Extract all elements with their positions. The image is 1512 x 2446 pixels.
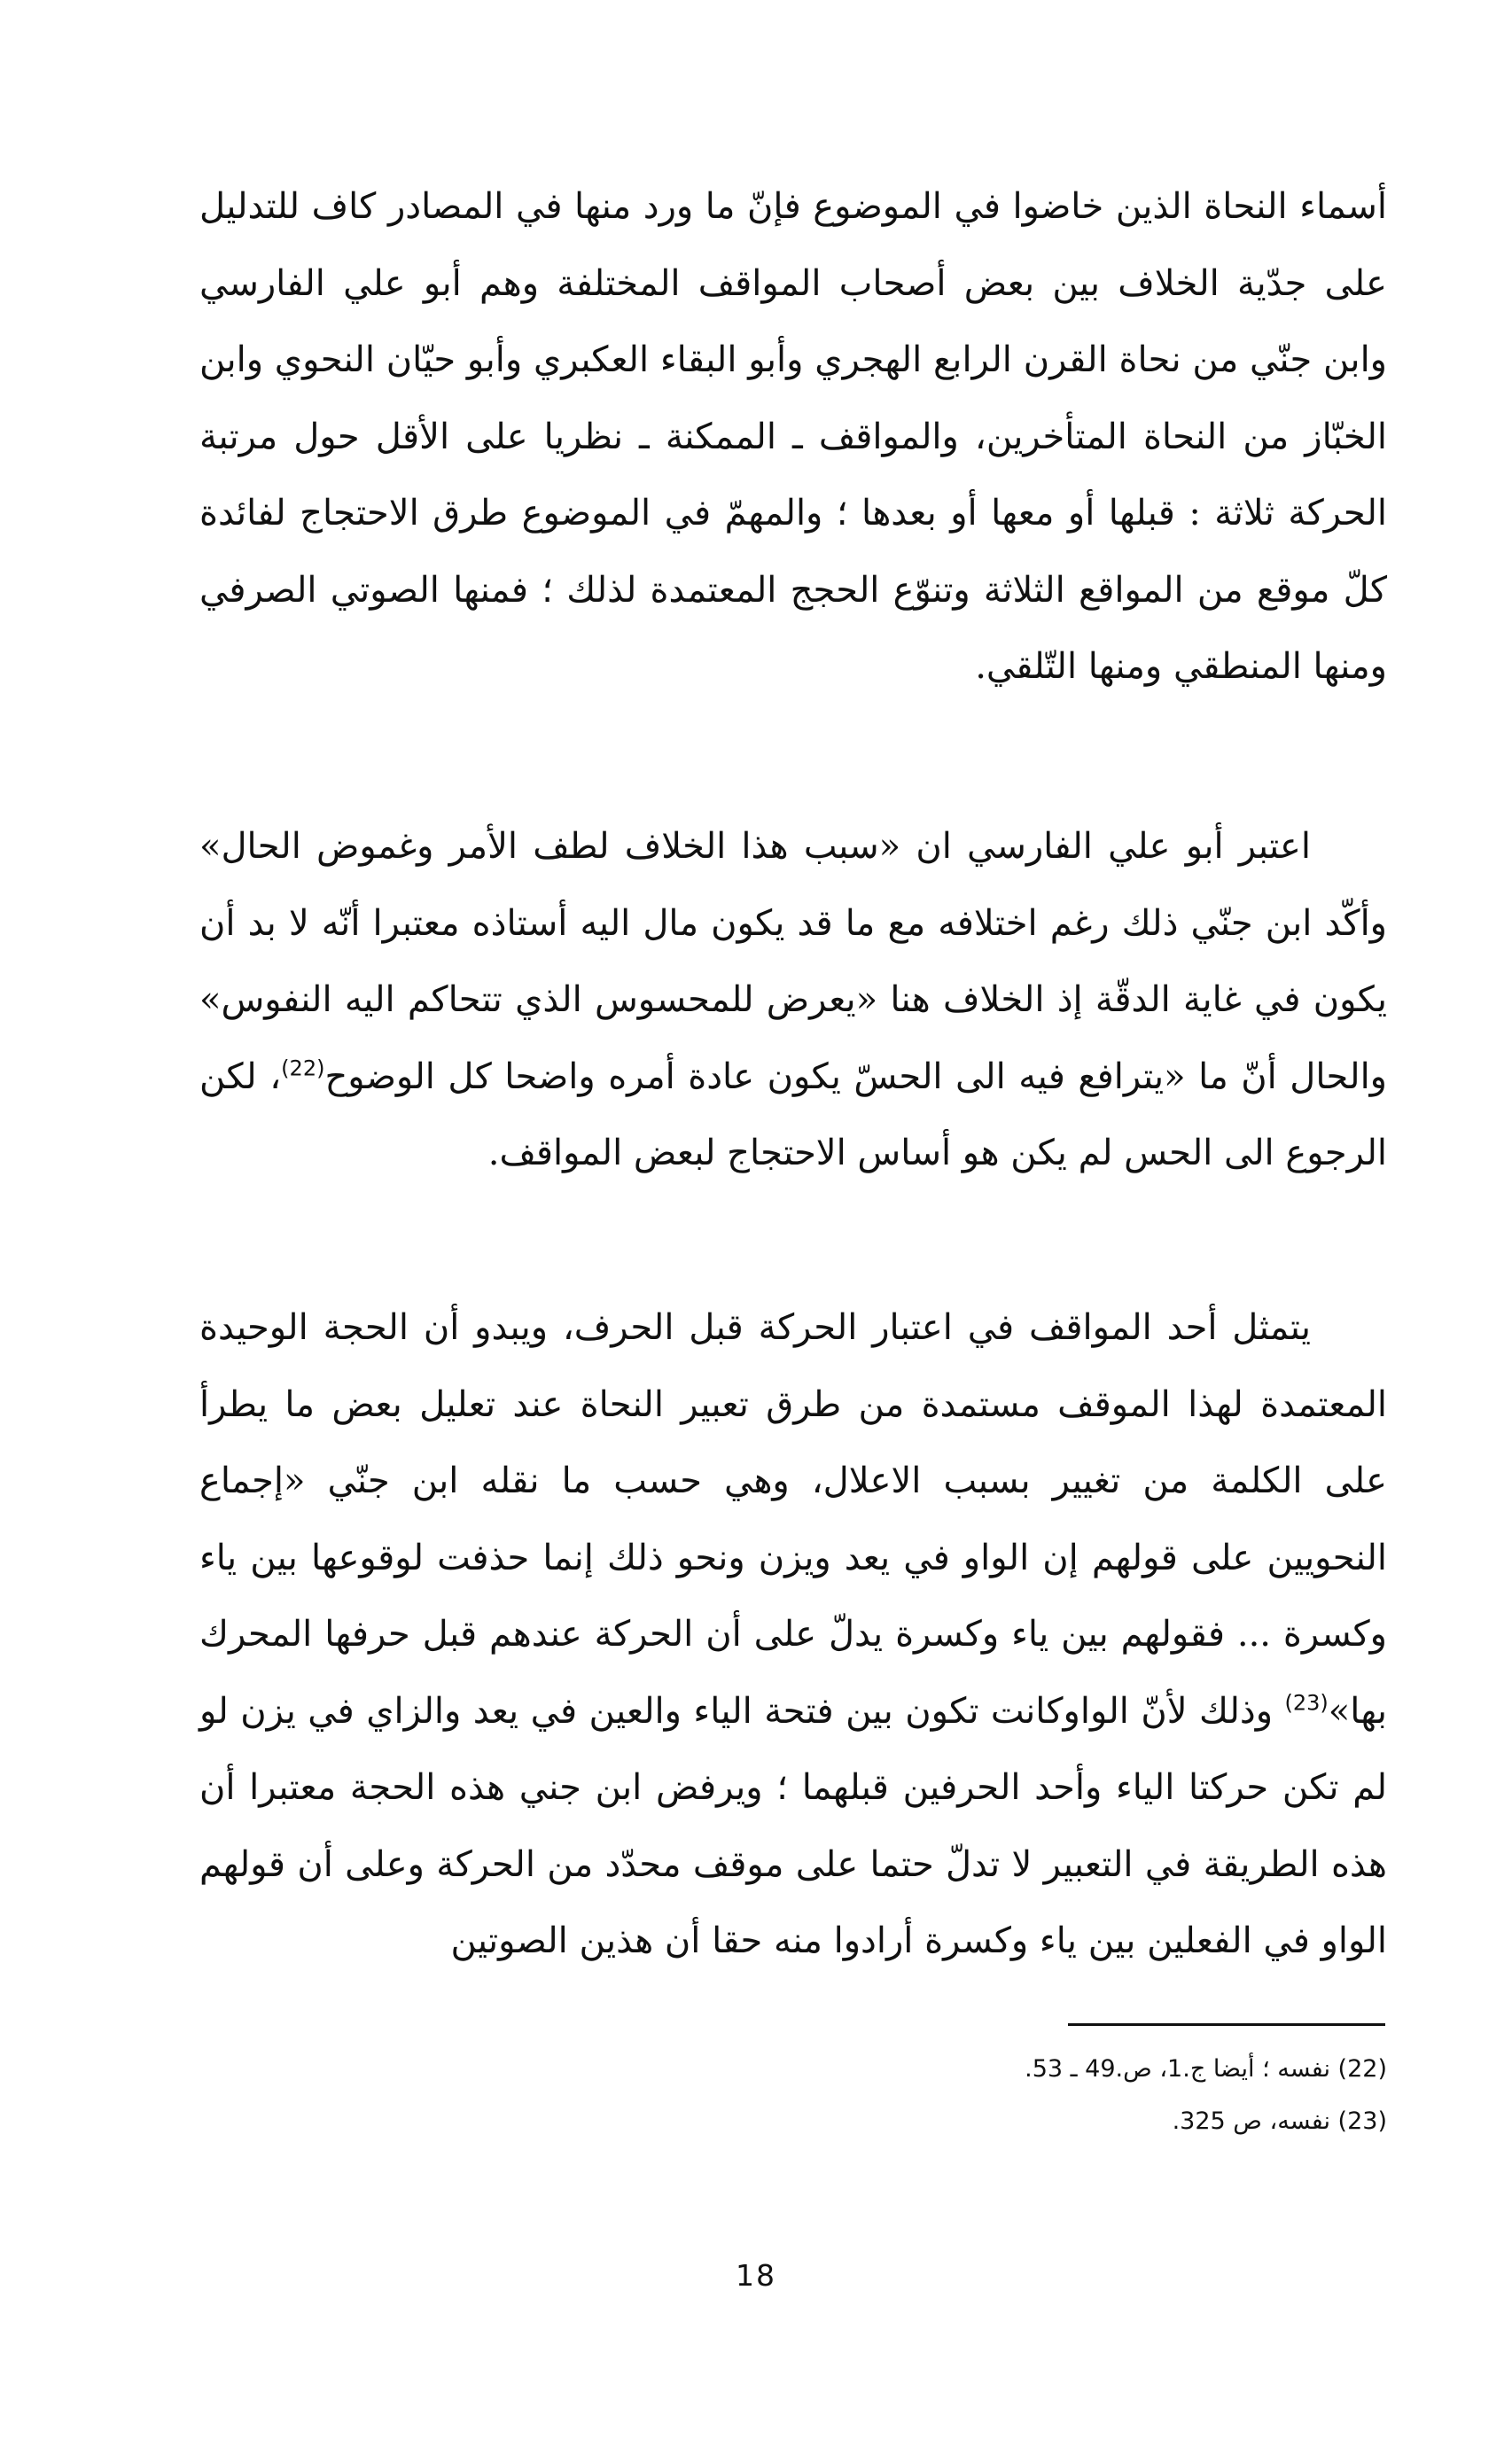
paragraph-text: أسماء النحاة الذين خاضوا في الموضوع فإنّ ما ورد منها في المصادر كاف للتدليل على جدّية الخلاف بين بعض أصحاب المواقف المختلفة وهم أبو علي الفارسي وابن جنّي من نحاة القرن الرابع الهجري وأبو البقاء العكبري وأبو حيّان النحوي وابن الخبّاز من النحاة المتأخرين، والمواقف ـ الممكنة ـ نظريا على الأقل حول مرتبة الحركة ثلاثة : قبلها أو معها أو بعدها ؛ والمهمّ في الموضوع طرق الاحتجاج لفائدة كلّ موقع من المواقع الثلاثة وتنوّع الحجج المعتمدة لذلك ؛ فمنها الصوتي الصرفي ومنها المنطقي ومنها التّلقي. bbox=[199, 186, 1387, 687]
paragraph-2 bbox=[199, 808, 1387, 1192]
footnotes bbox=[199, 2043, 1387, 2147]
footnote-ref-23: (23) bbox=[1284, 1690, 1329, 1716]
paragraph-2-part-1: اعتبر أبو علي الفارسي ان «سبب هذا الخلاف لطف الأمر وغموض الحال» وأكّد ابن جنّي ذلك رغم اختلافه مع ما قد يكون مال اليه أستاذه معتبرا أنّه لا بد أن يكون في غاية الدقّة إذ الخلاف هنا «يعرض للمحسوس الذي تتحاكم اليه النفوس» والحال أنّ ما «يترافع فيه الى الحسّ يكون عادة أمره واضحا كل الوضوح bbox=[199, 826, 1387, 1097]
footnote-23: (23) نفسه، ص 325. bbox=[1172, 2107, 1387, 2135]
paragraph-3-part-2: وذلك لأنّ الواوكانت تكون بين فتحة الياء والعين في يعد والزاي في يزن لو لم تكن حركتا الياء وأحد الحرفين قبلهما ؛ ويرفض ابن جني هذه الحجة معتبرا أن هذه الطريقة في التعبير لا تدلّ حتما على موقف محدّد من الحركة وعلى أن قولهم الواو في الفعلين بين ياء وكسرة أرادوا منه حقا أن هذين الصوتين bbox=[199, 1690, 1387, 1961]
page-number: 18 bbox=[736, 2258, 776, 2293]
paragraph-text bbox=[199, 1289, 1387, 1980]
paragraph-1 bbox=[199, 168, 1387, 705]
footnote-separator bbox=[1068, 2023, 1385, 2026]
paragraph-2-part-2: ، لكن الرجوع الى الحس لم يكن هو أساس الاحتجاج لبعض المواقف. bbox=[199, 1056, 1387, 1173]
footnote-ref-22: (22) bbox=[281, 1056, 325, 1081]
paragraph-3 bbox=[199, 1289, 1387, 1980]
footnote-22: (22) نفسه ؛ أيضا ج.1، ص.49 ـ 53. bbox=[1025, 2055, 1387, 2083]
paragraph-text bbox=[199, 808, 1387, 1192]
paragraph-3-part-1: يتمثل أحد المواقف في اعتبار الحركة قبل الحرف، ويبدو أن الحجة الوحيدة المعتمدة لهذا الموقف مستمدة من طرق تعبير النحاة عند تعليل بعض ما يطرأ على الكلمة من تغيير بسبب الاعلال، وهي حسب ما نقله ابن جنّي «إجماع النحويين على قولهم إن الواو في يعد ويزن ونحو ذلك إنما حذفت لوقوعها بين ياء وكسرة ... فقولهم بين ياء وكسرة يدلّ على أن الحركة عندهم قبل حرفها المحرك بها» bbox=[199, 1307, 1387, 1732]
